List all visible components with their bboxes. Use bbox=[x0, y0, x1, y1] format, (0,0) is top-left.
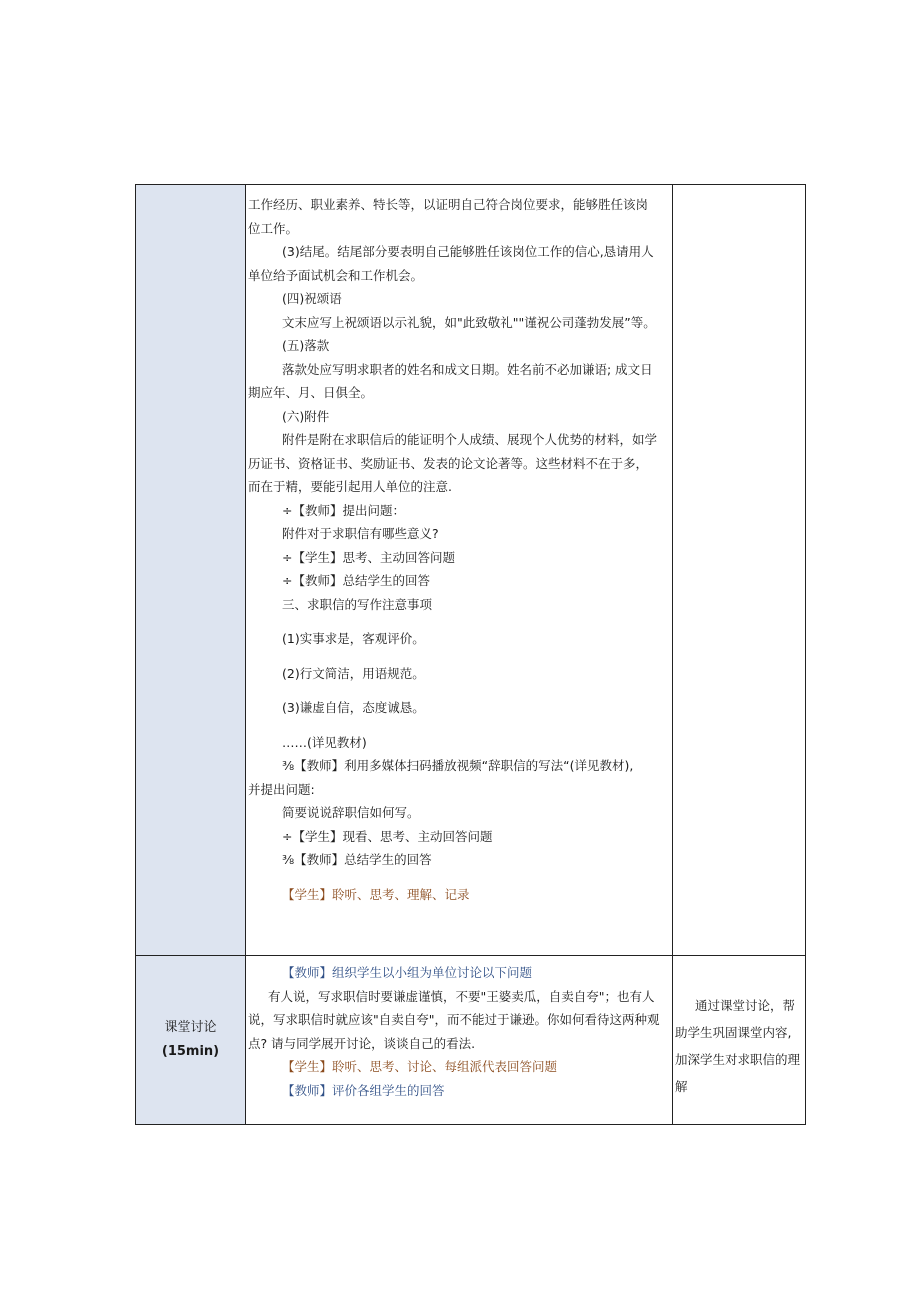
goal-text: 助学生巩固课堂内容, bbox=[675, 1025, 792, 1040]
question-text: 附件对于求职信有哪些意义? bbox=[282, 526, 439, 541]
stage-duration: (15min) bbox=[161, 1044, 220, 1059]
text-line: 而在于精，要能引起用人单位的注意. bbox=[248, 479, 452, 494]
goal-cell-empty bbox=[673, 185, 805, 955]
text-line: 附件是附在求职信后的能证明个人成绩、展现个人优势的材料，如学 bbox=[282, 432, 658, 447]
student-step: ÷【学生】现看、思考、主动回答问题 bbox=[282, 828, 493, 844]
question-text: 简要说说辞职信如何写。 bbox=[282, 805, 420, 820]
text-line: (3)结尾。结尾部分要表明自己能够胜任该岗位工作的信心,恳请用人 bbox=[282, 244, 654, 259]
stage-cell bbox=[136, 956, 246, 1124]
content-cell bbox=[246, 956, 673, 1124]
content-cell bbox=[246, 185, 673, 955]
teacher-step: 【教师】评价各组学生的回答 bbox=[282, 1082, 445, 1098]
goal-cell bbox=[673, 956, 805, 1124]
text-line: 文末应写上祝颂语以示礼貌，如"此致敬礼""谨祝公司蓬勃发展”等。 bbox=[282, 314, 656, 330]
goal-text: 通过课堂讨论，帮 bbox=[695, 998, 796, 1013]
student-activity: 【学生】聆听、思考、理解、记录 bbox=[282, 886, 470, 902]
stage-cell-empty bbox=[136, 185, 246, 955]
teacher-step: ÷【教师】总结学生的回答 bbox=[282, 573, 430, 588]
text-line: ……(详见教材) bbox=[282, 734, 367, 750]
section-heading: 三、求职信的写作注意事项 bbox=[282, 596, 433, 612]
text-line: 工作经历、职业素养、特长等，以证明自己符合岗位要求，能够胜任该岗 bbox=[248, 197, 649, 212]
text-line: 位工作。 bbox=[248, 220, 299, 236]
goal-text: 加深学生对求职信的理 bbox=[675, 1052, 801, 1067]
section-heading: (六)附件 bbox=[282, 408, 330, 424]
table-row-discussion bbox=[136, 956, 805, 1124]
note-item: (3)谦虚自信，态度诚恳。 bbox=[282, 700, 425, 715]
teacher-step: 【教师】组织学生以小组为单位讨论以下问题 bbox=[282, 965, 533, 980]
section-heading: (五)落款 bbox=[282, 338, 330, 353]
discussion-text: 说，写求职信时就应该"自卖自夸"，而不能过于谦逊。你如何看待这两种观 bbox=[248, 1012, 660, 1027]
table-row-content bbox=[136, 185, 805, 956]
text-line: 历证书、资格证书、奖励证书、发表的论文论著等。这些材料不在于多， bbox=[248, 455, 649, 471]
goal-text: 解 bbox=[675, 1079, 688, 1094]
teacher-step: ⅜【教师】利用多媒体扫码播放视频“辞职信的写法“(详见教材), bbox=[282, 758, 634, 773]
student-step: 【学生】聆听、思考、讨论、每组派代表回答问题 bbox=[282, 1059, 558, 1074]
discussion-text: 点? 请与同学展开讨论，谈谈自己的看法. bbox=[248, 1035, 476, 1051]
note-item: (1)实事求是，客观评价。 bbox=[282, 631, 425, 646]
text-line: 单位给予面试机会和工作机会。 bbox=[248, 267, 424, 283]
text-line: 并提出问题: bbox=[248, 781, 315, 797]
text-line: 期应年、月、日俱全。 bbox=[248, 385, 374, 400]
teacher-step: ÷【教师】提出问题： bbox=[282, 502, 405, 518]
note-item: (2)行文简洁，用语规范。 bbox=[282, 665, 425, 681]
student-step: ÷【学生】思考、主动回答问题 bbox=[282, 549, 455, 565]
text-line: 落款处应写明求职者的姓名和成文日期。姓名前不必加谦语; 成文日 bbox=[282, 361, 653, 377]
lesson-plan-table bbox=[135, 184, 806, 1125]
stage-label: 课堂讨论 bbox=[164, 1020, 217, 1035]
discussion-text: 有人说，写求职信时要谦虚谨慎，不要"王婆卖瓜，自卖自夸"；也有人 bbox=[268, 988, 655, 1004]
section-heading: (四)祝颂语 bbox=[282, 291, 342, 306]
teacher-step: ⅜【教师】总结学生的回答 bbox=[282, 852, 432, 867]
